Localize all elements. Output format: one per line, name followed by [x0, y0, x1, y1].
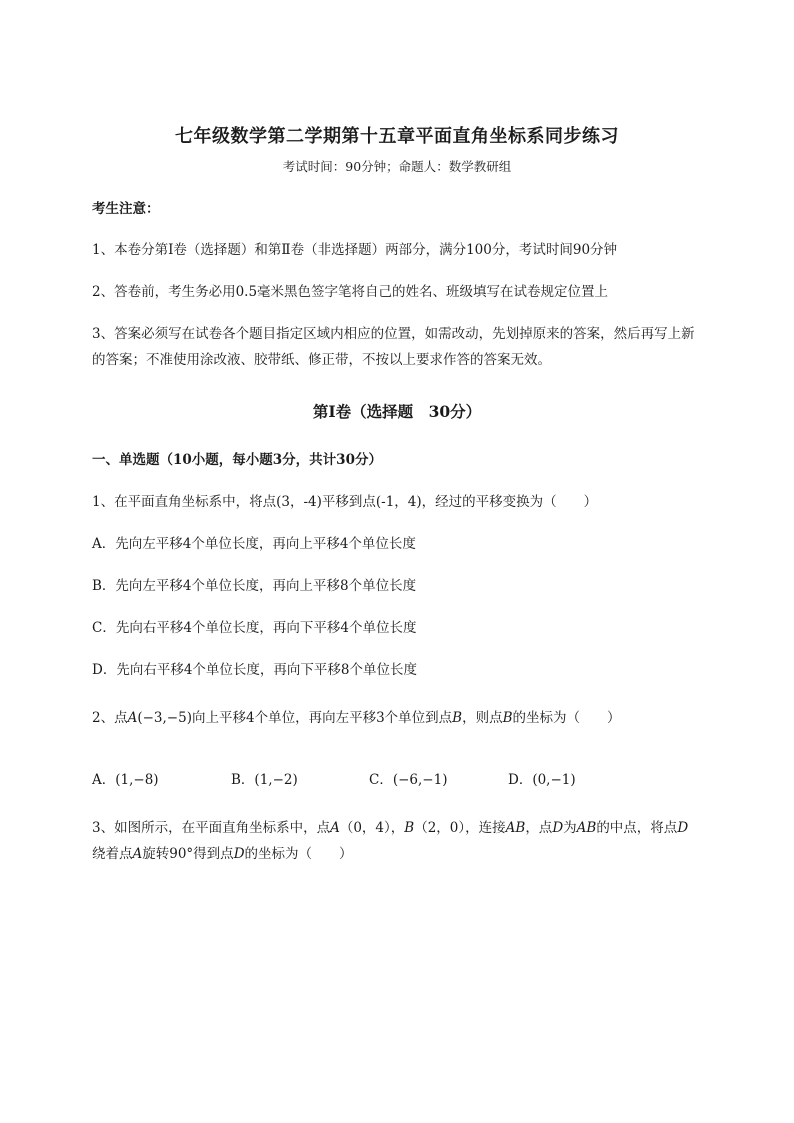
question-3-line-1 — [92, 818, 688, 838]
q3-text-f: 的中点，将点 — [596, 820, 678, 836]
notice-heading: 考生注意： — [92, 201, 160, 217]
page-title: 七年级数学第二学期第十五章平面直角坐标系同步练习 — [175, 126, 619, 147]
question-2-option-d — [508, 768, 576, 788]
q2-option-a-label: A． — [92, 772, 116, 788]
q3-text-h: 旋转90°得到点 — [142, 846, 234, 862]
q2-point-b: B — [452, 710, 463, 726]
q2-option-d-label: D． — [508, 772, 533, 788]
q3-text-d: ，点 — [525, 820, 553, 836]
section-title: 第I卷（选择题 30分） — [312, 402, 482, 421]
part-heading: 一、单选题（10小题，每小题3分，共计30分） — [92, 452, 382, 468]
q2-point-a-coords: (−3,−5) — [137, 710, 192, 726]
q3-text-a: 3、如图所示，在平面直角坐标系中，点 — [92, 820, 331, 836]
q3-text-e: 为 — [563, 820, 577, 836]
question-2-option-b — [231, 768, 298, 788]
q2-option-a-value: (1,−8) — [115, 772, 159, 788]
q3-point-a: A — [330, 820, 340, 836]
q3-text-g: 绕着点 — [92, 846, 133, 862]
question-3-line-2 — [92, 844, 353, 864]
q3-segment-ab-2: AB — [576, 820, 597, 836]
q2-middle: 向上平移4个单位，再向左平移3个单位到点 — [191, 710, 453, 726]
q2-point-b-2: B — [502, 710, 513, 726]
q2-option-d-value: (0,−1) — [532, 772, 576, 788]
notice-item-2: 2、答卷前，考生务必用0.5毫米黑色签字笔将自己的姓名、班级填写在试卷规定位置上 — [92, 284, 609, 300]
q3-text-i: 的坐标为（ ） — [244, 846, 353, 862]
notice-item-1: 1、本卷分第I卷（选择题）和第Ⅱ卷（非选择题）两部分，满分100分，考试时间90分钟 — [92, 242, 618, 258]
question-1-stem: 1、在平面直角坐标系中，将点(3，-4)平移到点(-1，4)，经过的平移变换为（ ） — [92, 494, 598, 510]
question-2-option-c — [369, 768, 447, 788]
q2-option-b-value: (1,−2) — [254, 772, 298, 788]
q3-text-c: （2，0），连接 — [414, 820, 506, 836]
question-2-option-a — [92, 768, 159, 788]
q3-segment-ab: AB — [505, 820, 526, 836]
q2-option-c-value: (−6,−1) — [392, 772, 448, 788]
q3-point-d: D — [552, 820, 564, 836]
q2-middle-2: ，则点 — [462, 710, 503, 726]
q2-prefix: 2、点 — [92, 710, 128, 726]
question-1-option-d: D．先向右平移4个单位长度，再向下平移8个单位长度 — [92, 662, 418, 678]
page-subtitle: 考试时间：90分钟；命题人：数学教研组 — [282, 159, 512, 174]
q2-option-b-label: B． — [231, 772, 255, 788]
notice-item-3-line-2: 的答案；不准使用涂改液、胶带纸、修正带，不按以上要求作答的答案无效。 — [92, 352, 551, 368]
q2-point-a: A — [127, 710, 138, 726]
question-1-option-c: C．先向右平移4个单位长度，再向下平移4个单位长度 — [92, 620, 417, 636]
notice-item-3-line-1: 3、答案必须写在试卷各个题目指定区域内相应的位置，如需改动，先划掉原来的答案，然后再写上新 — [92, 326, 695, 342]
question-2-stem — [92, 708, 621, 728]
question-1-option-a: A．先向左平移4个单位长度，再向上平移4个单位长度 — [92, 536, 416, 552]
q3-point-a-2: A — [132, 846, 143, 862]
question-1-option-b: B．先向左平移4个单位长度，再向上平移8个单位长度 — [92, 578, 417, 594]
q3-point-d-2: D — [677, 820, 689, 836]
q3-point-b: B — [404, 820, 415, 836]
q3-point-d-3: D — [233, 846, 245, 862]
q2-option-c-label: C． — [369, 772, 393, 788]
q2-suffix: 的坐标为（ ） — [512, 710, 621, 726]
q3-text-b: （0，4）， — [339, 820, 405, 836]
